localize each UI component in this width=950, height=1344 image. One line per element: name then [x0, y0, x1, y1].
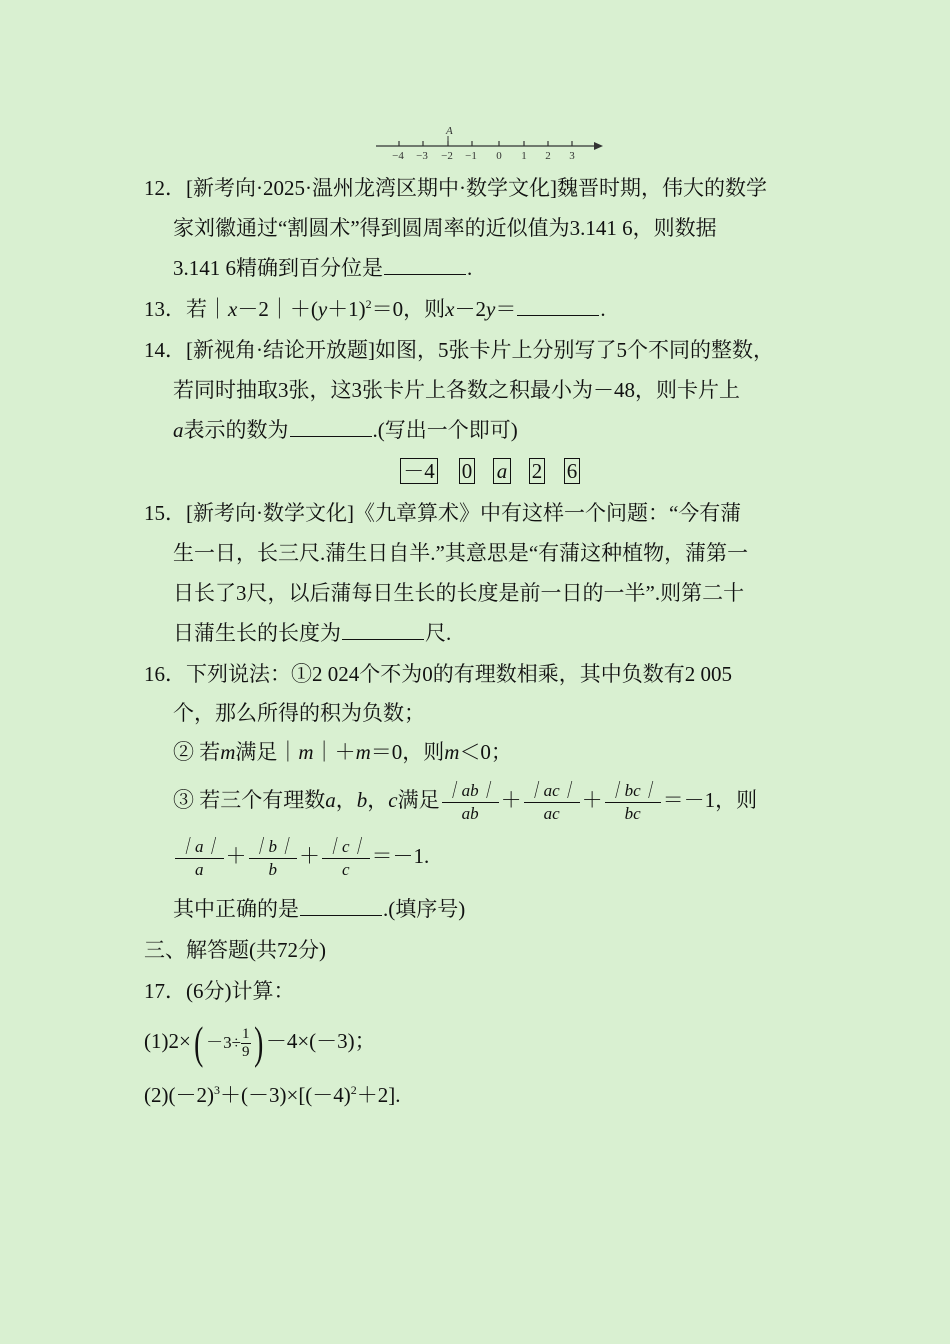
tick-label: −1 [465, 150, 477, 162]
fraction [605, 781, 661, 824]
fraction [524, 781, 580, 824]
fraction-denominator: b [268, 859, 277, 879]
q16-text: ② 若 [173, 740, 221, 764]
q16-text: 其中正确的是 [173, 897, 299, 921]
q16-last-line [173, 895, 465, 923]
q15-text: 日蒲生长的长度为 [173, 621, 341, 645]
answer-blank[interactable] [384, 256, 466, 275]
var-m: m [355, 740, 371, 764]
fraction-denominator: ab [461, 803, 479, 823]
q16-text: ③ 若三个有理数 [173, 788, 326, 812]
plus-sign: ＋ [225, 844, 247, 868]
q14-line1: 14．[新视角·结论开放题]如图，5张卡片上分别写了5个不同的整数， [144, 338, 774, 362]
card: －4 [400, 458, 438, 484]
q13-text: ＝0，则 [371, 297, 446, 321]
q14-text: 表示的数为 [183, 418, 289, 442]
q15-line4 [173, 619, 451, 647]
var-a: a [173, 418, 184, 442]
q14-line3 [173, 416, 518, 444]
answer-blank[interactable] [342, 621, 424, 640]
q13-text: ＋1) [327, 297, 366, 321]
var-a: a [325, 788, 336, 812]
fraction [442, 781, 499, 824]
fraction-numerator: ｜b｜ [249, 837, 298, 859]
q17-text: －4×(－3)； [265, 1029, 376, 1053]
q12-line2: 家刘徽通过“割圆术”得到圆周率的近似值为3.141 6，则数据 [173, 216, 717, 240]
q16-text: ＝0，则 [370, 740, 445, 764]
q13-text: －2 [454, 297, 486, 321]
q17-head: 17．(6分)计算： [144, 979, 295, 1003]
fraction [175, 837, 224, 880]
q12-line3 [173, 254, 472, 282]
q15-line3: 日长了3尺，以后蒲每日生长的长度是前一日的一半”.则第二十 [173, 581, 745, 605]
fraction [249, 837, 298, 880]
card: 2 [529, 458, 545, 484]
var-c: c [388, 788, 398, 812]
fraction-denominator: c [342, 859, 350, 879]
q13-text: 13．若｜ [144, 297, 228, 321]
q15-line2: 生一日，长三尺.蒲生日自半.”其意思是“有蒲这种植物，蒲第一 [173, 541, 749, 565]
q13-line [144, 295, 606, 323]
exponent: 2 [350, 1083, 357, 1097]
q13-text: －2｜＋( [237, 297, 318, 321]
q17-text: －3÷ [206, 1033, 242, 1053]
plus-sign: ＋ [500, 788, 522, 812]
q16-statement3-cont [173, 832, 429, 880]
card: 6 [564, 458, 580, 484]
q16-text: .(填序号) [383, 897, 466, 921]
card: 0 [459, 458, 475, 484]
q12-text: . [467, 256, 473, 280]
var-x: x [445, 297, 455, 321]
tick-label: 3 [569, 150, 575, 162]
right-paren: ) [253, 1017, 263, 1069]
q16-text: ， [367, 788, 389, 812]
q17-part2 [144, 1081, 401, 1109]
fraction [241, 1026, 251, 1061]
q13-text: . [600, 297, 606, 321]
q16-text: 满足｜ [235, 740, 299, 764]
fraction-numerator: ｜ac｜ [524, 781, 580, 803]
tick-label: 0 [496, 150, 502, 162]
fraction-numerator: ｜ab｜ [442, 781, 499, 803]
section-heading: 三、解答题(共72分) [144, 938, 326, 962]
tick-label: −3 [416, 150, 428, 162]
q16-text: 满足 [397, 788, 440, 812]
number-line [372, 122, 608, 164]
q12-line1: 12．[新考向·2025·温州龙湾区期中·数学文化]魏晋时期，伟大的数学 [144, 176, 767, 200]
plus-sign: ＋ [299, 844, 320, 868]
fraction-denominator: ac [543, 803, 560, 823]
var-m: m [444, 740, 460, 764]
answer-blank[interactable] [300, 897, 382, 916]
answer-blank[interactable] [517, 297, 599, 316]
plus-sign: ＋ [581, 788, 603, 812]
var-y: y [317, 297, 328, 321]
tick-label: 1 [521, 150, 527, 162]
q13-text: ＝ [495, 297, 517, 321]
q12-text: 3.141 6精确到百分位是 [173, 256, 383, 280]
point-a-label: A [446, 125, 453, 137]
fraction-denominator: bc [624, 803, 641, 823]
var-b: b [356, 788, 368, 812]
var-m: m [220, 740, 236, 764]
q16-text: ， [335, 788, 357, 812]
answer-blank[interactable] [290, 418, 372, 437]
q16-statement2 [173, 738, 512, 766]
fraction [322, 837, 370, 880]
var-x: x [228, 297, 238, 321]
tick-label: −2 [441, 150, 453, 162]
card: a [493, 458, 511, 484]
q17-text: ＋2]. [356, 1083, 401, 1107]
q15-text: 尺. [425, 621, 452, 645]
left-paren: ( [193, 1017, 204, 1069]
q17-text: ＋(－3)×[(－4) [219, 1083, 351, 1107]
q16-statement3 [173, 776, 757, 824]
q16-line2: 个，那么所得的积为负数； [173, 701, 425, 725]
q16-text: ＝－1. [371, 844, 430, 868]
q15-line1: 15．[新考向·数学文化]《九章算术》中有这样一个问题：“今有蒲 [144, 501, 742, 525]
q14-text: .(写出一个即可) [372, 418, 518, 442]
q16-text: ＝－1，则 [662, 788, 758, 812]
tick-label: −4 [392, 150, 404, 162]
q16-text: ＜0； [459, 740, 512, 764]
exponent: 2 [365, 297, 372, 311]
tick-label: 2 [545, 150, 551, 162]
exponent: 3 [213, 1083, 220, 1097]
q17-text: (2)(－2) [144, 1083, 214, 1107]
var-y: y [485, 297, 496, 321]
q17-text: (1)2× [144, 1029, 191, 1053]
q16-line1: 16．下列说法：①2 024个不为0的有理数相乘，其中负数有2 005 [144, 662, 732, 686]
fraction-denominator: a [195, 859, 204, 879]
fraction-denominator: 9 [242, 1043, 250, 1060]
q16-text: ｜＋ [313, 740, 356, 764]
var-m: m [298, 740, 314, 764]
fraction-numerator: 1 [242, 1025, 250, 1042]
q14-line2: 若同时抽取3张，这3张卡片上各数之积最小为－48，则卡片上 [173, 378, 740, 402]
q17-part1 [144, 1016, 376, 1068]
fraction-numerator: ｜bc｜ [605, 781, 661, 803]
fraction-numerator: ｜c｜ [322, 837, 370, 859]
fraction-numerator: ｜a｜ [175, 837, 224, 859]
